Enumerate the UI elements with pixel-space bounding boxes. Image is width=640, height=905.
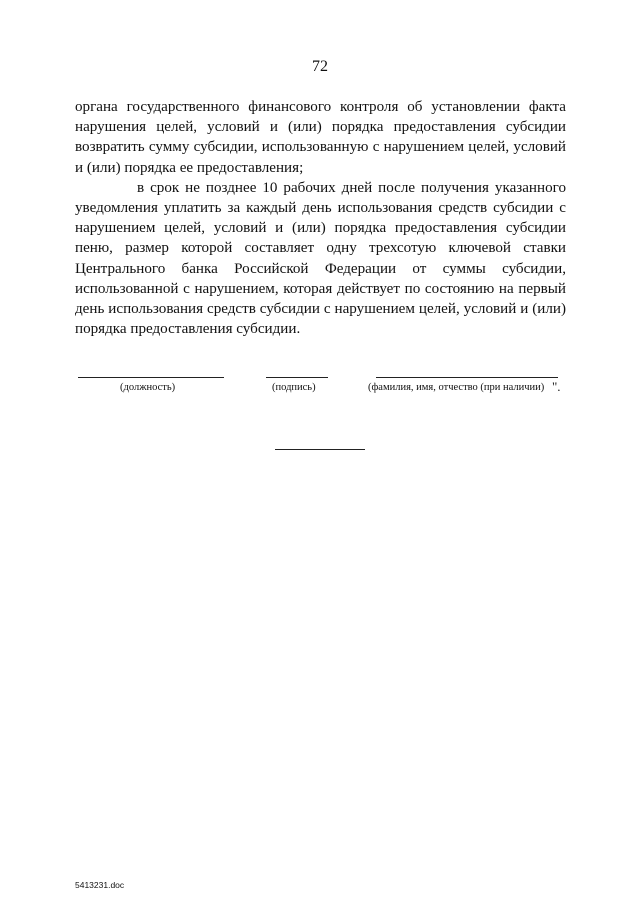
signature-line <box>266 377 328 378</box>
name-line <box>376 377 558 378</box>
name-caption: (фамилия, имя, отчество (при наличии) <box>368 382 545 393</box>
closing-quote: ". <box>552 379 561 394</box>
position-caption: (должность) <box>120 382 176 393</box>
file-reference: 5413231.doc <box>75 880 125 890</box>
page-number: 72 <box>312 58 328 75</box>
body-text <box>75 97 566 339</box>
paragraph-1: органа государственного финансового контроля об установлении факта нарушения целей, условий и (или) порядка предоставления субсидии возвратить сумму субсидии, использованную с нарушением целей, условий и (или) порядка ее предоставления; <box>75 99 566 176</box>
end-separator <box>275 449 365 450</box>
position-line <box>78 377 224 378</box>
signature-block <box>0 373 640 403</box>
signature-caption: (подпись) <box>272 382 316 393</box>
paragraph-2: в срок не позднее 10 рабочих дней после получения указанного уведомления уплатить за каждый день использования средств субсидии с нарушением целей, условий и (или) порядка предоставления субсидии пеню, размер которой составляет одну трехсотую ключевой ставки Центрального банка Российской Федерации от суммы субсидии, использованной с нарушением, которая действует по состоянию на первый день использования средств субсидии с нарушением целей, условий и (или) порядка предоставления субсидии. <box>75 179 566 338</box>
